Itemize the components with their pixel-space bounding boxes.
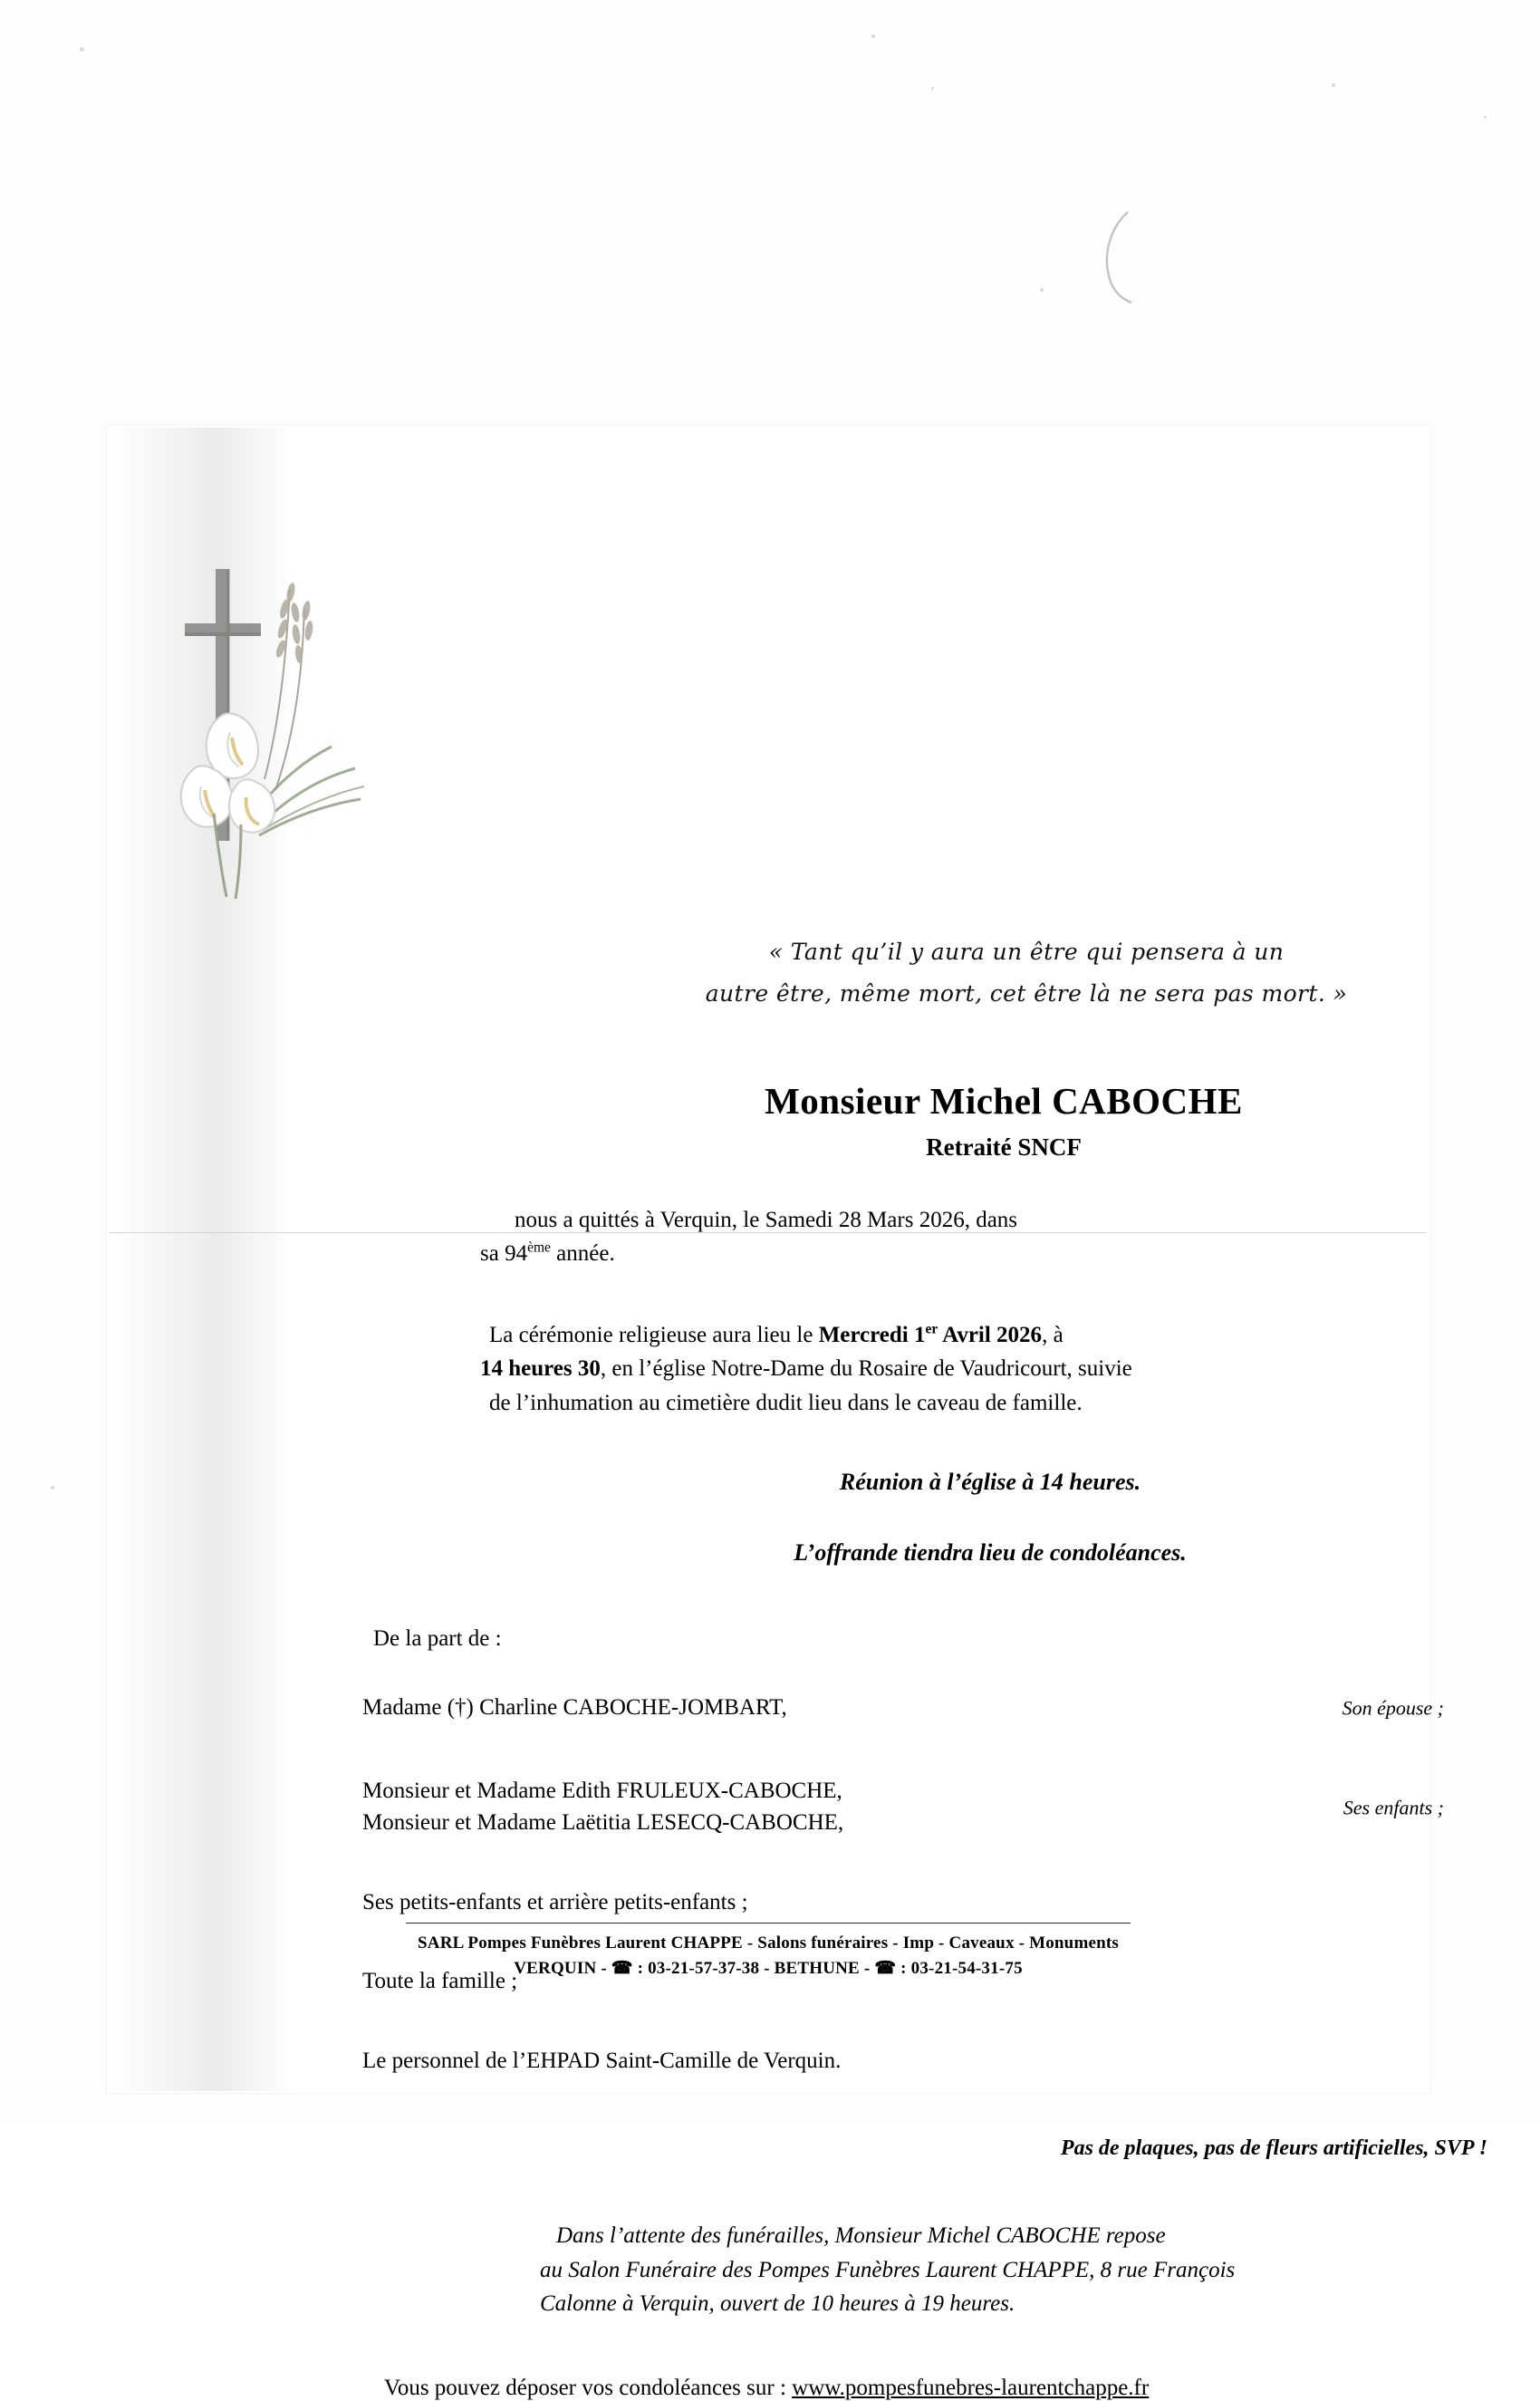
ceremony-line-2 xyxy=(480,1352,1511,1386)
opening-quote xyxy=(460,931,1511,1016)
ceremony-text-a: La cérémonie religieuse aura lieu le xyxy=(489,1322,819,1347)
age-prefix: sa 94 xyxy=(480,1241,528,1266)
footer-line-2: VERQUIN - ☎ : 03-21-57-37-38 - BETHUNE - ☎ : 03-21-54-31-75 xyxy=(514,1958,1023,1978)
ceremony-place: , en l’église Notre-Dame du Rosaire de Vaudricourt, suivie xyxy=(600,1356,1132,1381)
family-name: Monsieur et Madame Laëtitia LESECQ-CABOCHE, xyxy=(362,1810,844,1835)
offrande-note: L’offrande tiendra lieu de condoléances. xyxy=(794,1539,1187,1566)
deceased-name: Monsieur Michel CABOCHE xyxy=(765,1079,1243,1122)
repose-line-1: Dans l’attente des funérailles, Monsieur Michel CABOCHE repose xyxy=(556,2223,1166,2248)
footer-line-1: SARL Pompes Funèbres Laurent CHAPPE - Salons funéraires - Imp - Caveaux - Monuments xyxy=(418,1933,1119,1953)
condolences-url[interactable]: www.pompesfunebres-laurentchappe.fr xyxy=(792,2375,1150,2400)
ceremony-details xyxy=(460,1318,1511,1421)
scan-speck xyxy=(1332,83,1335,87)
quote-line-2: autre être, même mort, cet être là ne sera pas mort. » xyxy=(705,980,1348,1008)
deceased-subtitle: Retraité SNCF xyxy=(926,1133,1082,1161)
family-list xyxy=(362,1692,1458,2077)
ceremony-time-bold: 14 heures 30 xyxy=(480,1356,601,1381)
family-name: Toute la famille ; xyxy=(362,1969,518,1993)
list-item xyxy=(362,2045,1458,2078)
card-content xyxy=(362,897,1511,2401)
cross-with-calla-lilies-and-wheat-icon xyxy=(154,553,390,933)
family-name: Monsieur et Madame Edith FRULEUX-CABOCHE, xyxy=(362,1778,842,1803)
scan-speck xyxy=(80,47,84,52)
list-item xyxy=(362,1775,1458,1839)
ceremony-line-1 xyxy=(480,1318,1511,1353)
quote-line-1: « Tant qu’il y aura un être qui pensera à un xyxy=(768,939,1285,965)
footer xyxy=(107,1923,1429,1981)
condolences-text: Vous pouvez déposer vos condoléances sur : xyxy=(384,2375,793,2400)
scan-speck xyxy=(931,87,934,90)
family-role: Son épouse ; xyxy=(1342,1696,1444,1720)
family-role: Ses enfants ; xyxy=(1343,1796,1444,1819)
scan-speck xyxy=(51,1486,54,1490)
death-notice-line-2 xyxy=(480,1237,1511,1271)
ceremony-date-bold-b: Avril 2026 xyxy=(938,1322,1043,1347)
paper-crease xyxy=(109,1232,1427,1233)
scan-speck xyxy=(871,34,875,38)
ceremony-date-bold: Mercredi 1 xyxy=(818,1322,926,1347)
repose-info xyxy=(460,2219,1511,2321)
age-ordinal: ème xyxy=(527,1239,551,1256)
footer-divider xyxy=(406,1923,1131,1924)
ceremony-date-ordinal: er xyxy=(925,1321,938,1337)
list-item xyxy=(362,1886,1458,1919)
scan-speck xyxy=(1484,116,1487,119)
flowers-notice: Pas de plaques, pas de fleurs artificielles, SVP ! xyxy=(1060,2136,1487,2160)
death-notice xyxy=(460,1203,1511,1271)
ceremony-line-3: de l’inhumation au cimetière dudit lieu dans le caveau de famille. xyxy=(489,1390,1083,1415)
list-item xyxy=(362,1692,1458,1724)
memorial-card xyxy=(107,426,1487,2400)
family-name: Le personnel de l’EHPAD Saint-Camille de Verquin. xyxy=(362,2048,842,2073)
family-name: Ses petits-enfants et arrière petits-enfants ; xyxy=(362,1889,748,1914)
ceremony-text-c: , à xyxy=(1042,1322,1064,1347)
repose-line-2: au Salon Funéraire des Pompes Funèbres Laurent CHAPPE, 8 rue François xyxy=(540,2257,1236,2282)
death-notice-line-1: nous a quittés à Verquin, le Samedi 28 Mars 2026, dans xyxy=(515,1207,1018,1232)
from-label: De la part de : xyxy=(373,1626,502,1651)
scan-speck xyxy=(1040,288,1044,292)
reunion-note: Réunion à l’église à 14 heures. xyxy=(839,1469,1141,1495)
family-name: Madame (†) Charline CABOCHE-JOMBART, xyxy=(362,1695,787,1720)
scan-pen-stroke-artifact xyxy=(1092,208,1146,308)
repose-line-3: Calonne à Verquin, ouvert de 10 heures à 19 heures. xyxy=(540,2291,1015,2316)
age-suffix: année. xyxy=(550,1241,615,1266)
condolences-line xyxy=(384,2376,1511,2401)
